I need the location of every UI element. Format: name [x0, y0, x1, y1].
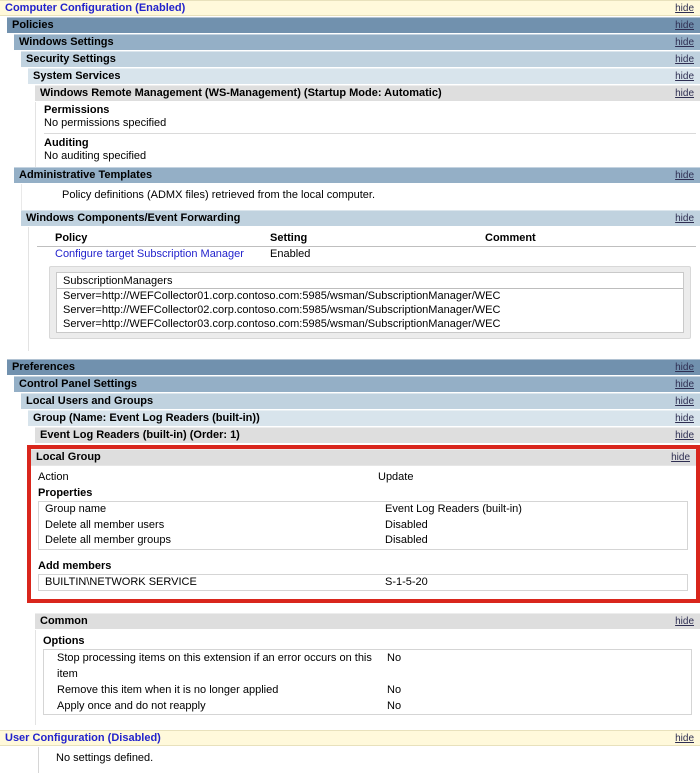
common-detail — [35, 630, 700, 725]
option-value: No — [387, 684, 402, 696]
policy-setting-value: Enabled — [270, 248, 311, 260]
group-header — [28, 410, 700, 426]
policies-header — [7, 17, 700, 33]
table-row — [44, 682, 691, 698]
option-label: Stop processing items on this extension if an error occurs on this item — [57, 652, 372, 680]
options-table — [43, 649, 692, 715]
option-label: Remove this item when it is no longer applied — [57, 684, 279, 696]
preferences-header — [7, 359, 700, 375]
computer-configuration-content — [7, 17, 700, 730]
local-users-groups-content — [28, 410, 700, 727]
hide-link-event-forwarding[interactable]: hide — [675, 213, 694, 224]
system-services-header — [28, 68, 700, 84]
group-order-content — [35, 445, 700, 727]
list-item: Server=http://WEFCollector02.corp.contoso.com:5985/wsman/SubscriptionManager/WEC — [63, 304, 501, 316]
event-forwarding-header — [21, 210, 700, 226]
administrative-templates-title: Administrative Templates — [19, 169, 153, 181]
user-configuration-title: User Configuration (Disabled) — [5, 731, 161, 744]
control-panel-settings-content — [21, 393, 700, 727]
action-value: Update — [378, 471, 414, 483]
property-value: Event Log Readers (built-in) — [385, 503, 522, 515]
windows-settings-header — [14, 34, 700, 50]
member-sid: S-1-5-20 — [385, 575, 428, 588]
property-value: Disabled — [385, 518, 428, 531]
table-row — [44, 650, 691, 682]
system-services-content — [35, 85, 700, 167]
policy-table-header-row — [37, 231, 696, 247]
action-row — [38, 470, 688, 485]
permissions-label: Permissions — [44, 104, 110, 116]
policy-link[interactable]: Configure target Subscription Manager — [55, 248, 244, 260]
security-settings-header — [21, 51, 700, 67]
winrm-service-header — [35, 85, 700, 101]
list-item: Server=http://WEFCollector01.corp.contoso.com:5985/wsman/SubscriptionManager/WEC — [63, 290, 501, 302]
subscription-managers-box — [49, 266, 691, 339]
policies-title: Policies — [12, 19, 54, 31]
hide-link-common[interactable]: hide — [675, 616, 694, 627]
permissions-block — [44, 104, 696, 129]
administrative-templates-header — [14, 167, 700, 183]
security-settings-title: Security Settings — [26, 53, 116, 65]
common-section — [35, 613, 700, 725]
members-table — [38, 574, 688, 592]
section-spacer — [7, 351, 700, 359]
control-panel-settings-title: Control Panel Settings — [19, 378, 137, 390]
policy-column-header: Policy — [55, 232, 88, 244]
hide-link-group-order[interactable]: hide — [675, 430, 694, 441]
hide-link-policies[interactable]: hide — [675, 20, 694, 31]
table-row — [39, 533, 687, 549]
group-order-header — [35, 427, 700, 443]
property-label: Delete all member groups — [45, 534, 171, 546]
common-title: Common — [40, 615, 88, 627]
hide-link-winrm[interactable]: hide — [675, 88, 694, 99]
local-users-groups-header — [21, 393, 700, 409]
property-value: Disabled — [385, 534, 428, 546]
table-row — [39, 575, 687, 591]
security-settings-content — [28, 68, 700, 167]
hide-link-group[interactable]: hide — [675, 413, 694, 424]
hide-link-system-services[interactable]: hide — [675, 71, 694, 82]
group-order-title: Event Log Readers (built-in) (Order: 1) — [40, 429, 240, 441]
hide-link-security-settings[interactable]: hide — [675, 54, 694, 65]
table-row — [44, 698, 691, 714]
auditing-value: No auditing specified — [44, 150, 147, 162]
hide-link-windows-settings[interactable]: hide — [675, 37, 694, 48]
hide-link-control-panel-settings[interactable]: hide — [675, 379, 694, 390]
subscription-managers-list — [56, 272, 684, 333]
common-header — [35, 613, 700, 629]
hide-link-local-users-groups[interactable]: hide — [675, 396, 694, 407]
local-group-title: Local Group — [36, 451, 101, 463]
winrm-service-title: Windows Remote Management (WS-Management) (Startup Mode: Automatic) — [40, 87, 442, 99]
event-forwarding-title: Windows Components/Event Forwarding — [26, 212, 241, 224]
hide-link-administrative-templates[interactable]: hide — [675, 170, 694, 181]
policy-comment-value — [485, 247, 696, 262]
hide-link-preferences[interactable]: hide — [675, 362, 694, 373]
add-members-heading: Add members — [38, 559, 112, 572]
auditing-label: Auditing — [44, 137, 89, 149]
event-forwarding-content — [28, 227, 700, 351]
property-label: Group name — [45, 503, 107, 515]
option-label: Apply once and do not reapply — [57, 700, 206, 712]
policy-table — [28, 227, 700, 351]
user-configuration-note: No settings defined. — [38, 747, 700, 773]
options-heading: Options — [43, 635, 85, 647]
local-group-header — [31, 449, 696, 465]
action-label: Action — [38, 471, 69, 483]
admx-note: Policy definitions (ADMX files) retrieved from the local computer. — [21, 184, 700, 210]
computer-configuration-title: Computer Configuration (Enabled) — [5, 1, 186, 14]
hide-link-user-configuration[interactable]: hide — [675, 732, 694, 744]
computer-configuration-header — [0, 0, 700, 16]
winrm-service-detail — [35, 102, 700, 167]
setting-column-header: Setting — [270, 232, 308, 244]
subscription-managers-list-header: SubscriptionManagers — [57, 274, 683, 289]
auditing-block — [44, 133, 696, 162]
preferences-title: Preferences — [12, 361, 75, 373]
preferences-content — [14, 376, 700, 727]
comment-column-header: Comment — [485, 232, 536, 244]
permissions-value: No permissions specified — [44, 117, 167, 129]
administrative-templates-content — [21, 184, 700, 351]
windows-settings-content — [21, 51, 700, 167]
policies-content — [14, 34, 700, 351]
windows-settings-title: Windows Settings — [19, 36, 114, 48]
group-content — [35, 427, 700, 727]
hide-link-local-group[interactable]: hide — [671, 452, 690, 463]
group-title: Group (Name: Event Log Readers (built-in)) — [33, 412, 260, 424]
property-label: Delete all member users — [45, 518, 165, 531]
local-users-groups-title: Local Users and Groups — [26, 395, 154, 407]
option-value: No — [387, 700, 402, 712]
properties-heading: Properties — [38, 487, 93, 499]
table-row — [39, 502, 687, 518]
hide-link-computer-configuration[interactable]: hide — [675, 2, 694, 14]
user-configuration-header — [0, 730, 700, 746]
local-group-detail — [31, 465, 696, 599]
properties-table — [38, 501, 688, 550]
table-row — [39, 518, 687, 534]
control-panel-settings-header — [14, 376, 700, 392]
list-item: Server=http://WEFCollector03.corp.contoso.com:5985/wsman/SubscriptionManager/WEC — [63, 318, 501, 330]
highlight-annotation-box — [27, 445, 700, 603]
system-services-title: System Services — [33, 70, 121, 82]
member-name: BUILTIN\NETWORK SERVICE — [45, 575, 197, 588]
option-value: No — [387, 652, 402, 664]
policy-table-row — [37, 247, 696, 262]
